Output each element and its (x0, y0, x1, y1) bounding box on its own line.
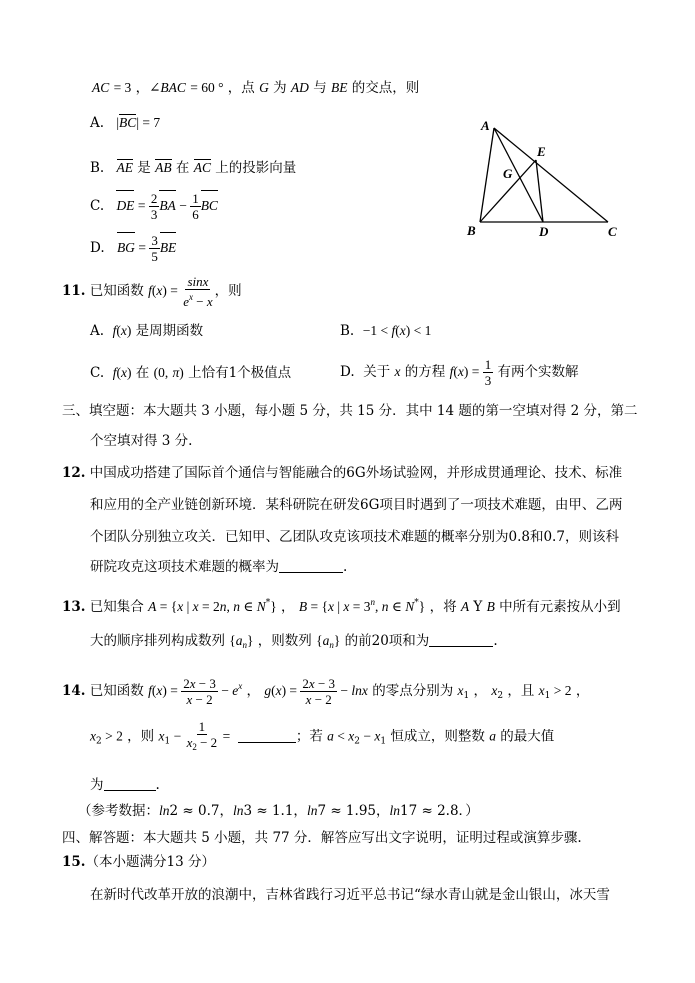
q13-line2: 大的顺序排列构成数列 $\{a_n\}$ ，则数列 $\{a_n\}$ 的前20项和为 . (90, 633, 498, 650)
q10-option-a: A. |BC| = 7 (90, 115, 161, 131)
q14-line1: 14. 已知函数 f(x) = $\frac{2x - 3}{x - 2}$ − $e^x$ ， g(x) = $\frac{2x - 3}{x - 2}$ − lnx 的零点分别为 $x_1$ ， $x_2$ ，且 $x_1 > 2$ ， (62, 676, 590, 707)
q10-option-b: B. AE 是 AB 在 AC 上的投影向量 (90, 160, 297, 176)
q13-answer-blank[interactable] (429, 632, 493, 647)
label-d: D (539, 224, 549, 239)
label-b: B (467, 223, 476, 238)
q11-option-d: D. 关于 x 的方程 f(x) = $\frac{1}{3}$ 有两个实数解 (340, 357, 579, 388)
q10-option-c: C. DE = $\frac{2}{3}$ BA − $\frac{1}{6}$ BC (90, 191, 218, 222)
q14-answer-blank-2[interactable] (104, 776, 156, 791)
q14-reference-data: （参考数据：ln2 ≈ 0.7，ln3 ≈ 1.1，ln7 ≈ 1.95，ln17 ≈ 2.8．） (78, 803, 479, 819)
q12-line4: 研院攻克这项技术难题的概率为 . (90, 559, 348, 575)
q12-line1: 12. 中国成功搭建了国际首个通信与智能融合的6G外场试验网，并形成贯通理论、技术、标准 (62, 465, 623, 481)
q15-line1: 在新时代改革开放的浪潮中，吉林省践行习近平总书记“绿水青山就是金山银山，冰天雪 (90, 887, 610, 903)
q14-line3: 为 . (90, 777, 160, 793)
q11-option-a: A. f(x) 是周期函数 (90, 323, 204, 339)
q12-line3: 个团队分别独立攻关．已知甲、乙团队攻克该项技术难题的概率分别为0.8和0.7，则该科 (90, 529, 619, 545)
q11-option-b: B. −1 < f(x) < 1 (340, 323, 432, 339)
q15-header: 15.（本小题满分13 分） (62, 854, 215, 870)
q11-stem: 11. 已知函数 f(x) = $\frac{\sin x}{e^x - x}$ ，则 (62, 274, 242, 309)
q14-answer-blank-1[interactable] (238, 728, 296, 743)
q12-line2: 和应用的全产业链创新环境．某科研院在研发6G项目时遇到了一项技术难题，由甲、乙两 (90, 497, 623, 513)
q10-option-d: D. BG = $\frac{3}{5}$ BE (90, 233, 177, 264)
q14-line2: $x_2 > 2$ ，则 $x_1$ − $\frac{1}{x_2 - 2}$ = ；若 $a < x_2 - x_1$ 恒成立，则整数 a 的最大值 (90, 719, 555, 752)
q10-given-line: AC = 3 ，∠BAC = 60 ° ，点 G 为 AD 与 BE 的交点，则 (92, 80, 420, 96)
segment-ad (494, 128, 543, 222)
label-e: E (537, 144, 546, 159)
segment-de (536, 160, 543, 222)
label-c: C (608, 224, 617, 239)
triangle-figure (460, 112, 630, 242)
label-g: G (503, 166, 513, 181)
label-a: A (481, 118, 490, 133)
q11-option-c: C. f(x) 在 (0, π) 上恰有1个极值点 (90, 365, 292, 381)
section3-heading-line2: 个空填对得 3 分. (90, 433, 193, 449)
q12-answer-blank[interactable] (279, 558, 343, 573)
section3-heading-line1: 三、填空题：本大题共 3 小题，每小题 5 分，共 15 分．其中 14 题的第一空填对得 2 分，第二 (62, 403, 638, 419)
q13-line1: 13. 已知集合 A = {x | x = 2n, n ∈ N*} ， B = {x | $x = 3^n$, n ∈ N*} ，将 A Y B 中所有元素按从小到 (62, 597, 621, 615)
section4-heading: 四、解答题：本大题共 5 小题，共 77 分．解答应写出文字说明，证明过程或演算步骤. (62, 830, 582, 846)
